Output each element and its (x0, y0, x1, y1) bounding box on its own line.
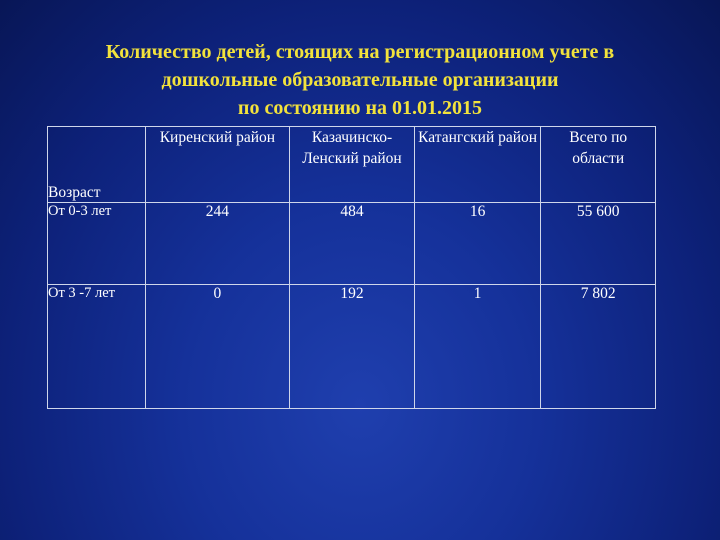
table-row (48, 285, 656, 409)
title-line-1: Количество детей, стоящих на регистрационном учете в (105, 41, 615, 63)
table-cell: 0 (145, 285, 289, 409)
table-cell: 192 (290, 285, 415, 409)
table-cell: 16 (414, 203, 541, 285)
header-kazachinsko-lensky: Казачинско-Ленский район (290, 127, 415, 203)
title-line-2: дошкольные образовательные организации (161, 69, 559, 91)
table-cell: 484 (290, 203, 415, 285)
row-label: От 0-3 лет (48, 203, 146, 285)
header-age: Возраст (48, 127, 146, 203)
table-cell: 244 (145, 203, 289, 285)
header-kirensky: Киренский район (145, 127, 289, 203)
title-line-3: по состоянию на 01.01.2015 (237, 97, 483, 119)
table-header-row (48, 127, 656, 203)
table-cell: 7 802 (541, 285, 656, 409)
row-label: От 3 -7 лет (48, 285, 146, 409)
table-cell: 55 600 (541, 203, 656, 285)
table-cell: 1 (414, 285, 541, 409)
table-row (48, 203, 656, 285)
header-total-region: Всего по области (541, 127, 656, 203)
slide-title (20, 38, 700, 122)
header-katangsky: Катангский район (414, 127, 541, 203)
data-table (47, 126, 656, 409)
